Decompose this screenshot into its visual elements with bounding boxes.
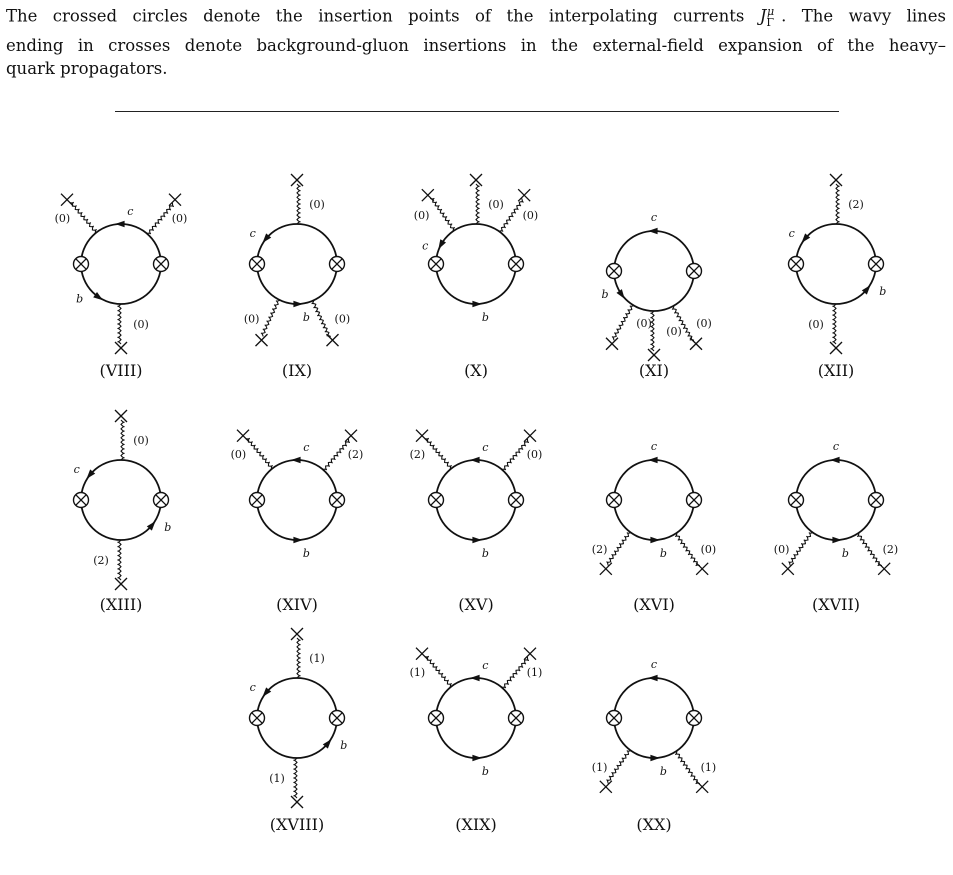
bottom-quark-label: b [659, 765, 667, 779]
gluon-line [774, 533, 813, 575]
current-superscript: μ [766, 5, 775, 18]
background-field-cross-icon [696, 781, 708, 793]
background-field-cross-icon [326, 334, 338, 346]
gluon-line [502, 430, 543, 470]
diagram-name-label: (XIV) [276, 595, 318, 614]
expansion-order-label: (0) [773, 543, 790, 557]
gluon-line [312, 300, 350, 346]
charm-quark-label: c [127, 204, 134, 218]
gluon-line [291, 174, 325, 224]
diagram-name-label: (IX) [281, 361, 313, 380]
gluon-line [502, 648, 543, 688]
gluon-line [858, 533, 899, 575]
caption-line-2: ending in crosses denote background-gluon insertions in the external-field expansion of the heavy– [6, 35, 946, 55]
feynman-diagram [410, 648, 543, 834]
caption-line-1-post: . The wavy lines [781, 6, 946, 26]
quark-loop [796, 460, 876, 540]
quark-loop [81, 224, 161, 304]
feynman-diagram [602, 211, 712, 380]
bottom-quark-label: b [302, 547, 310, 561]
charm-quark-label: c [650, 211, 658, 224]
background-field-cross-icon [606, 338, 618, 350]
feynman-diagram [74, 410, 172, 614]
current-vertex-icon [869, 257, 884, 272]
feynman-diagram [592, 658, 716, 834]
bottom-quark-label: b [76, 292, 84, 306]
background-field-cross-icon [237, 430, 249, 442]
bottom-quark-label: b [879, 285, 887, 298]
feynman-diagram [789, 174, 887, 380]
expansion-order-label: (2) [882, 543, 899, 557]
current-symbol: J [759, 6, 767, 26]
gluon-line [470, 174, 504, 224]
gluon-line [606, 306, 652, 350]
gluon-line [676, 533, 717, 575]
expansion-order-label: (0) [696, 316, 712, 330]
expansion-order-label: (0) [133, 434, 149, 447]
expansion-order-label: (0) [230, 448, 247, 462]
background-field-cross-icon [518, 189, 530, 201]
gluon-line [830, 174, 864, 224]
expansion-order-label: (0) [54, 212, 71, 226]
bottom-quark-label: b [659, 547, 667, 561]
current-vertex-icon [687, 493, 702, 508]
current-vertex-icon [509, 493, 524, 508]
feynman-diagram [244, 174, 350, 380]
background-field-cross-icon [600, 563, 612, 575]
expansion-order-label: (0) [171, 212, 188, 226]
background-field-cross-icon [169, 194, 181, 206]
bottom-quark-label: b [481, 311, 489, 325]
gluon-line [147, 194, 188, 234]
propagator-arrow [470, 457, 480, 464]
feynman-diagram [410, 430, 543, 614]
background-field-cross-icon [524, 430, 536, 442]
current-subscript: Γ [766, 15, 774, 29]
expansion-order-label: (0) [522, 208, 539, 222]
bottom-quark-label: b [340, 739, 348, 752]
propagator-arrow [293, 537, 303, 544]
diagram-name-label: (XVIII) [269, 815, 325, 834]
expansion-order-label: (1) [269, 772, 285, 785]
current-vertex-icon [509, 711, 524, 726]
quark-loop [257, 460, 337, 540]
current-vertex-icon [330, 257, 345, 272]
expansion-order-label: (0) [309, 198, 325, 211]
diagram-name-label: (X) [464, 361, 488, 380]
charm-quark-label: c [249, 227, 256, 241]
expansion-order-label: (2) [93, 554, 109, 567]
current-vertex-icon [607, 264, 622, 279]
expansion-order-label: (1) [309, 652, 325, 665]
charm-quark-label: c [482, 658, 489, 672]
background-field-cross-icon [524, 648, 536, 660]
bottom-quark-label: b [481, 765, 489, 779]
expansion-order-label: (2) [347, 448, 364, 462]
propagator-arrow [650, 755, 660, 762]
diagram-name-label: (XVII) [811, 595, 861, 614]
feynman-diagram [231, 430, 364, 614]
expansion-order-label: (1) [409, 666, 426, 680]
expansion-order-label: (1) [700, 761, 717, 775]
charm-quark-label: c [650, 658, 658, 671]
diagram-name-label: (VIII) [99, 361, 143, 380]
bottom-quark-label: b [601, 287, 609, 301]
bottom-quark-label: b [302, 311, 310, 325]
propagator-arrow [291, 457, 301, 464]
gluon-line [648, 311, 682, 361]
propagator-arrow [472, 537, 482, 544]
current-vertex-icon [607, 711, 622, 726]
propagator-arrow [650, 537, 660, 544]
current-vertex-icon [429, 493, 444, 508]
gluon-line [115, 304, 149, 354]
gluon-line [414, 189, 455, 231]
background-field-cross-icon [61, 194, 73, 206]
gluon-line [244, 300, 280, 346]
expansion-order-label: (0) [334, 312, 351, 326]
current-vertex-icon [789, 493, 804, 508]
quark-loop [436, 460, 516, 540]
quark-loop [436, 678, 516, 758]
diagram-name-label: (XVI) [633, 595, 675, 614]
expansion-order-label: (0) [666, 325, 682, 338]
caption-line-3: quark propagators. [6, 58, 168, 78]
expansion-order-label: (1) [591, 761, 608, 775]
current-vertex-icon [74, 257, 89, 272]
current-vertex-icon [869, 493, 884, 508]
background-field-cross-icon [878, 563, 890, 575]
charm-quark-label: c [303, 440, 310, 454]
gluon-line [592, 533, 631, 575]
charm-quark-label: c [482, 440, 489, 454]
charm-quark-label: c [650, 440, 658, 453]
background-field-cross-icon [696, 563, 708, 575]
charm-quark-label: c [73, 463, 80, 477]
current-vertex-icon [687, 711, 702, 726]
expansion-order-label: (0) [808, 318, 824, 331]
background-field-cross-icon [416, 430, 428, 442]
gluon-line [231, 430, 273, 470]
gluon-line [499, 189, 538, 231]
gluon-line [808, 304, 842, 354]
expansion-order-label: (0) [133, 318, 149, 331]
expansion-order-label: (1) [526, 666, 543, 680]
expansion-order-label: (2) [409, 448, 426, 462]
quark-loop [614, 231, 694, 311]
background-field-cross-icon [416, 648, 428, 660]
feynman-diagram [774, 440, 898, 614]
gluon-line [676, 751, 717, 793]
expansion-order-label: (0) [488, 198, 504, 211]
current-vertex-icon [789, 257, 804, 272]
caption-line-1-pre: The crossed circles denote the insertion points of the interpolating currents [6, 6, 760, 26]
current-vertex-icon [429, 257, 444, 272]
bottom-quark-label: b [481, 547, 489, 561]
gluon-line [93, 540, 127, 590]
current-vertex-icon [330, 493, 345, 508]
background-field-cross-icon [600, 781, 612, 793]
gluon-line [291, 628, 325, 678]
feynman-diagram [592, 440, 716, 614]
propagator-arrow [472, 755, 482, 762]
background-field-cross-icon [782, 563, 794, 575]
propagator-arrow [832, 537, 842, 544]
gluon-line [323, 430, 364, 470]
expansion-order-label: (2) [848, 198, 864, 211]
propagator-arrow [470, 675, 480, 682]
diagram-name-label: (XIX) [455, 815, 497, 834]
current-vertex-icon [154, 257, 169, 272]
bottom-quark-label: b [164, 521, 172, 534]
charm-quark-label: c [249, 681, 256, 695]
quark-loop [614, 678, 694, 758]
background-field-cross-icon [256, 334, 268, 346]
current-vertex-icon [509, 257, 524, 272]
propagator-arrow [293, 301, 303, 308]
feynman-diagram [250, 628, 348, 834]
expansion-order-label: (0) [243, 312, 260, 326]
quark-loop [436, 224, 516, 304]
gluon-line [410, 648, 452, 688]
feynman-diagram [55, 194, 188, 380]
charm-quark-label: c [832, 440, 840, 453]
feynman-diagram [414, 174, 538, 380]
gluon-line [115, 410, 149, 460]
gluon-line [269, 758, 303, 808]
current-vertex-icon [250, 493, 265, 508]
charm-quark-label: c [422, 239, 429, 253]
diagram-name-label: (XX) [636, 815, 672, 834]
current-vertex-icon [74, 493, 89, 508]
background-field-cross-icon [345, 430, 357, 442]
current-vertex-icon [154, 493, 169, 508]
propagator-arrow [830, 457, 840, 464]
gluon-line [55, 194, 97, 234]
diagram-name-label: (XIII) [99, 595, 143, 614]
charm-quark-label: c [788, 227, 795, 241]
current-vertex-icon [330, 711, 345, 726]
expansion-order-label: (2) [591, 543, 608, 557]
propagator-arrow [648, 675, 658, 682]
propagator-arrow [648, 228, 658, 235]
propagator-arrow [438, 239, 446, 249]
gluon-line [410, 430, 452, 470]
expansion-order-label: (0) [526, 448, 543, 462]
current-vertex-icon [607, 493, 622, 508]
propagator-arrow [616, 289, 624, 299]
current-vertex-icon [429, 711, 444, 726]
diagram-name-label: (XV) [458, 595, 494, 614]
propagator-arrow [648, 457, 658, 464]
current-vertex-icon [687, 264, 702, 279]
expansion-order-label: (0) [636, 316, 652, 330]
current-vertex-icon [250, 257, 265, 272]
expansion-order-label: (0) [413, 208, 430, 222]
current-vertex-icon [250, 711, 265, 726]
propagator-arrow [115, 221, 125, 228]
background-field-cross-icon [690, 338, 702, 350]
bottom-quark-label: b [841, 547, 849, 561]
propagator-arrow [472, 301, 482, 308]
diagram-name-label: (XII) [817, 361, 855, 380]
gluon-line [592, 751, 631, 793]
quark-loop [614, 460, 694, 540]
expansion-order-label: (0) [700, 543, 717, 557]
diagram-name-label: (XI) [638, 361, 670, 380]
background-field-cross-icon [422, 189, 434, 201]
